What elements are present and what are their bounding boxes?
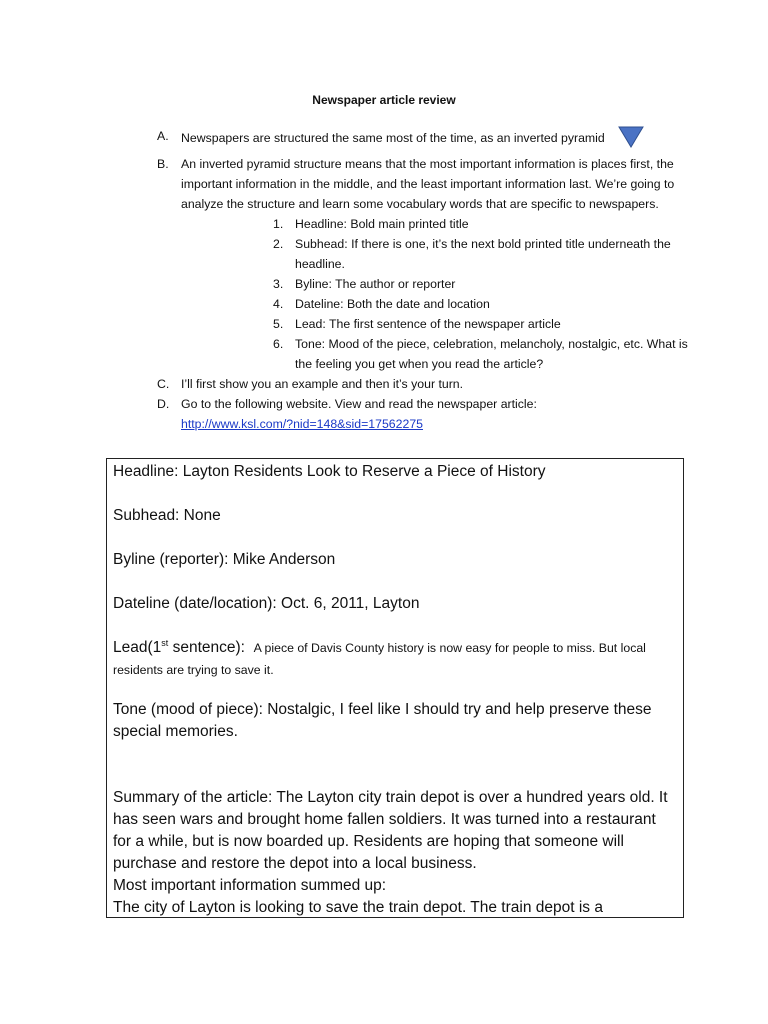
- vocab-text: Headline: Bold main printed title: [295, 217, 469, 231]
- example-important-text: The city of Layton is looking to save the train depot. The train depot is a: [113, 899, 603, 916]
- list-marker: D.: [157, 397, 170, 411]
- vocab-item: [273, 314, 697, 334]
- vocab-text: Dateline: Both the date and location: [295, 297, 490, 311]
- page-title: Newspaper article review: [312, 93, 456, 107]
- lead-label-end: sentence):: [168, 639, 245, 656]
- list-marker: 4.: [273, 297, 284, 311]
- example-byline: Byline (reporter): Mike Anderson: [113, 551, 336, 568]
- list-text: Newspapers are structured the same most of the time, as an inverted pyramid: [181, 131, 605, 145]
- list-marker: 2.: [273, 237, 284, 251]
- example-summary: Summary of the article: The Layton city train depot is over a hundred years old. It has seen wars and brought home fallen soldiers. It was turned into a restaurant for a while, but is now boarded up. Residents are hoping that someone will purchase and restore the depot into a local business.: [113, 789, 668, 872]
- lead-label: Lead(1: [113, 639, 162, 656]
- example-box: [106, 458, 684, 918]
- list-marker: 5.: [273, 317, 284, 331]
- list-text: I’ll first show you an example and then it’s your turn.: [181, 377, 464, 391]
- inverted-pyramid-icon: [618, 126, 644, 154]
- list-marker: 6.: [273, 337, 284, 351]
- lead-text: A piece of Davis County history is now easy for people to miss. But local residents are trying to save it.: [113, 641, 646, 677]
- vocab-text: Lead: The first sentence of the newspaper article: [295, 317, 561, 331]
- list-marker: C.: [157, 377, 170, 391]
- vocab-text: Tone: Mood of the piece, celebration, melancholy, nostalgic, etc. What is the feeling you get when you read the article?: [295, 337, 688, 371]
- example-headline: Headline: Layton Residents Look to Reserve a Piece of History: [113, 463, 546, 480]
- list-marker: B.: [157, 157, 169, 171]
- example-subhead: Subhead: None: [113, 507, 221, 524]
- list-marker: 3.: [273, 277, 284, 291]
- list-text: Go to the following website. View and read the newspaper article:: [181, 397, 537, 411]
- list-marker: 1.: [273, 217, 284, 231]
- vocab-text: Byline: The author or reporter: [295, 277, 456, 291]
- list-item-c: [157, 374, 697, 394]
- vocab-item: [273, 294, 697, 314]
- list-marker: A.: [157, 129, 169, 143]
- vocab-text: Subhead: If there is one, it’s the next bold printed title underneath the headline.: [295, 237, 671, 271]
- vocab-item: [273, 274, 697, 294]
- example-tone: Tone (mood of piece): Nostalgic, I feel like I should try and help preserve these special memories.: [113, 701, 652, 740]
- list-item-d: [157, 394, 697, 434]
- example-lead: [113, 637, 677, 681]
- list-item-a: [157, 126, 697, 154]
- vocab-item: [273, 234, 697, 274]
- example-dateline: Dateline (date/location): Oct. 6, 2011, Layton: [113, 595, 420, 612]
- vocab-item: [273, 334, 697, 374]
- article-link[interactable]: http://www.ksl.com/?nid=148&sid=17562275: [181, 417, 423, 431]
- vocab-item: [273, 214, 697, 234]
- list-item-b: [157, 154, 697, 214]
- example-important-label: Most important information summed up:: [113, 877, 387, 894]
- lead-label-sup: st: [161, 637, 169, 648]
- list-text: An inverted pyramid structure means that the most important information is places first, the important information in the middle, and the least important information last. We’re going to analyze the structure and learn some vocabulary words that are specific to newspapers.: [181, 157, 675, 211]
- main-list: [157, 126, 697, 434]
